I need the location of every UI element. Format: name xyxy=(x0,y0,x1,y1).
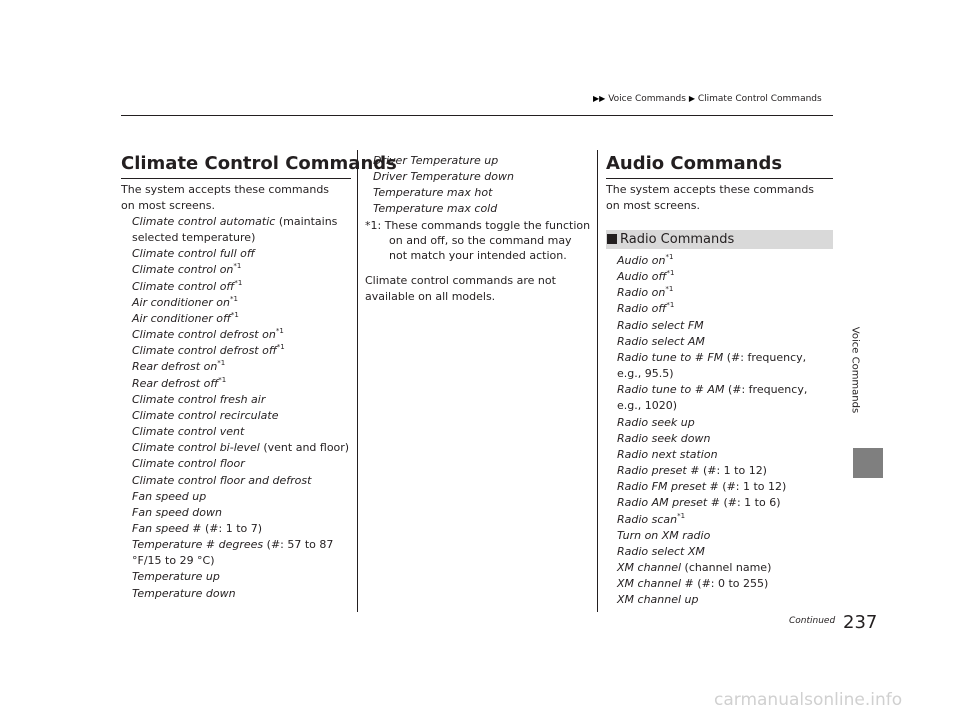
command-text: Turn on XM radio xyxy=(617,528,711,542)
command-text: Audio off xyxy=(617,270,667,284)
footnote-marker: *1 xyxy=(276,343,285,352)
command-item xyxy=(617,285,831,301)
footnote-marker: *1 xyxy=(230,310,239,319)
footnote-marker: *1 xyxy=(234,278,243,287)
command-text: Radio seek up xyxy=(617,415,695,429)
footnote-marker: *1 xyxy=(275,327,284,336)
command-item xyxy=(132,343,354,359)
command-item xyxy=(132,262,354,278)
command-text: Radio select XM xyxy=(617,544,705,558)
intro-text: The system accepts these commands on most screens. xyxy=(121,183,330,212)
command-item xyxy=(617,528,831,544)
command-text: Climate control recirculate xyxy=(132,408,279,422)
command-item xyxy=(132,440,354,456)
breadcrumb xyxy=(593,94,833,104)
command-item xyxy=(373,185,593,201)
command-detail: (#: frequency, e.g., 1020) xyxy=(617,383,808,413)
command-text: Air conditioner off xyxy=(132,311,231,325)
command-text: Temperature max cold xyxy=(373,202,498,216)
command-text: Audio on xyxy=(617,254,666,267)
command-item xyxy=(617,512,831,528)
command-detail: # (#: 1 to 6) xyxy=(707,496,781,510)
footnote-marker: *1 xyxy=(233,262,242,271)
column-divider xyxy=(597,150,598,612)
command-text: XM channel up xyxy=(617,593,699,607)
command-item xyxy=(617,350,831,382)
command-item xyxy=(132,376,354,392)
footnote-text: *1: These commands toggle the function on and off, so the command may not match your intended action. xyxy=(365,219,591,262)
command-item xyxy=(617,415,831,431)
command-text: Radio on xyxy=(617,286,666,300)
command-item xyxy=(617,253,831,269)
command-detail: (#: frequency, e.g., 95.5) xyxy=(617,350,807,381)
command-text: Temperature down xyxy=(132,586,236,600)
command-text: Climate control defrost off xyxy=(132,344,277,358)
command-text: Climate control fresh air xyxy=(132,392,266,406)
command-text: Temperature max hot xyxy=(373,186,493,200)
command-detail: # (#: 1 to 12) xyxy=(686,464,767,478)
command-text: Radio preset xyxy=(617,464,687,478)
command-item xyxy=(373,201,593,217)
command-text: Radio select FM xyxy=(617,318,704,332)
command-item xyxy=(132,408,354,424)
command-item xyxy=(132,424,354,440)
footnote-marker: *1 xyxy=(666,301,675,310)
side-tab-marker xyxy=(853,448,883,478)
column-divider xyxy=(357,150,358,612)
side-tab-label: Voice Commands xyxy=(849,326,861,414)
command-item xyxy=(132,489,354,505)
command-item xyxy=(617,592,831,608)
command-text: Rear defrost off xyxy=(132,376,219,390)
command-item xyxy=(132,392,354,408)
command-text: Radio seek down xyxy=(617,431,711,445)
command-item xyxy=(617,576,831,592)
command-detail: (#: 57 to 87 °F/15 to 29 °C) xyxy=(132,538,334,568)
command-text: Fan speed down xyxy=(132,505,222,519)
command-text: Climate control floor xyxy=(132,457,245,471)
command-detail: # (#: 0 to 255) xyxy=(681,577,769,591)
command-item xyxy=(132,473,354,489)
command-item xyxy=(132,505,354,521)
page-number: 237 xyxy=(843,612,878,633)
breadcrumb-item-voice-commands: Voice Commands xyxy=(608,94,686,104)
command-item xyxy=(617,301,831,317)
command-detail: # (#: 1 to 12) xyxy=(706,480,787,494)
footnote-marker: *1 xyxy=(217,359,226,368)
command-list xyxy=(132,214,354,602)
command-text: Radio tune to # AM xyxy=(617,383,725,397)
command-item xyxy=(617,479,831,495)
page-title: Climate Control Commands xyxy=(121,153,397,174)
continued-label: Continued xyxy=(789,616,836,626)
footnote-marker: *1 xyxy=(229,294,238,303)
command-item xyxy=(132,295,354,311)
command-item xyxy=(373,169,593,185)
command-item xyxy=(132,246,354,262)
command-text: Climate control on xyxy=(132,263,234,277)
title-underline xyxy=(606,178,833,179)
command-text: Climate control automatic xyxy=(132,215,276,228)
command-text: Climate control bi-level xyxy=(132,441,260,455)
footnote-marker: *1 xyxy=(218,375,227,384)
command-text: XM channel xyxy=(617,560,682,574)
availability-note: Climate control commands are not available on all models. xyxy=(365,274,556,303)
command-item xyxy=(132,311,354,327)
command-item xyxy=(132,537,354,569)
footnote xyxy=(365,218,591,263)
command-text: Climate control vent xyxy=(132,425,245,439)
command-text: Air conditioner on xyxy=(132,295,230,309)
footnote-marker: *1 xyxy=(665,253,674,261)
command-item xyxy=(617,269,831,285)
command-item xyxy=(617,560,831,576)
command-text: Climate control defrost on xyxy=(132,328,276,342)
command-text: XM channel xyxy=(617,577,682,591)
command-item xyxy=(373,153,593,169)
command-text: Climate control floor and defrost xyxy=(132,473,312,487)
command-detail: (maintains selected temperature) xyxy=(132,215,338,245)
subheading xyxy=(606,230,833,249)
command-detail: (channel name) xyxy=(681,560,772,574)
intro-text: The system accepts these commands on most screens. xyxy=(606,183,815,212)
command-text: Fan speed xyxy=(132,521,189,535)
footnote-marker: *1 xyxy=(666,269,675,278)
chevron-right-icon: ▶ xyxy=(688,94,695,103)
command-text: Radio off xyxy=(617,302,667,316)
breadcrumb-item-climate-control: Climate Control Commands xyxy=(697,94,822,104)
command-text: Radio next station xyxy=(617,447,718,461)
command-item xyxy=(132,327,354,343)
command-item xyxy=(132,279,354,295)
command-text: Climate control off xyxy=(132,279,235,293)
footnote-marker: *1 xyxy=(677,511,686,520)
command-item xyxy=(132,521,354,537)
command-item xyxy=(617,447,831,463)
command-text: Radio tune to # FM xyxy=(617,350,724,364)
command-list xyxy=(373,153,593,218)
command-text: Temperature up xyxy=(132,570,220,584)
command-text: Rear defrost on xyxy=(132,360,218,374)
command-item xyxy=(132,456,354,472)
command-text: Radio FM preset xyxy=(617,480,707,494)
subheading-label: Radio Commands xyxy=(620,232,735,247)
command-text: Radio AM preset xyxy=(617,496,708,510)
command-item xyxy=(132,569,354,585)
command-item xyxy=(617,382,831,414)
command-item xyxy=(617,495,831,511)
footnote-marker: *1 xyxy=(665,285,674,294)
command-item xyxy=(617,334,831,350)
command-text: Driver Temperature down xyxy=(373,170,514,184)
title-underline xyxy=(121,178,351,179)
command-text: Radio scan xyxy=(617,512,678,526)
command-item xyxy=(617,431,831,447)
command-text: Fan speed up xyxy=(132,489,207,503)
header-divider xyxy=(121,115,833,116)
command-item xyxy=(617,544,831,560)
command-item xyxy=(617,463,831,479)
command-list xyxy=(617,253,831,608)
command-text: Driver Temperature up xyxy=(373,154,499,167)
command-text: Climate control full off xyxy=(132,247,255,261)
command-item xyxy=(132,359,354,375)
square-bullet-icon xyxy=(607,234,617,244)
chevron-right-icon: ▶▶ xyxy=(593,94,606,103)
command-item xyxy=(132,214,354,246)
command-text: Temperature # degrees xyxy=(132,538,264,552)
watermark: carmanualsonline.info xyxy=(714,690,903,710)
command-detail: (vent and floor) xyxy=(259,441,350,455)
command-item xyxy=(132,586,354,602)
command-item xyxy=(617,318,831,334)
command-detail: # (#: 1 to 7) xyxy=(188,521,263,535)
section-title: Audio Commands xyxy=(606,153,783,174)
command-text: Radio select AM xyxy=(617,334,705,348)
